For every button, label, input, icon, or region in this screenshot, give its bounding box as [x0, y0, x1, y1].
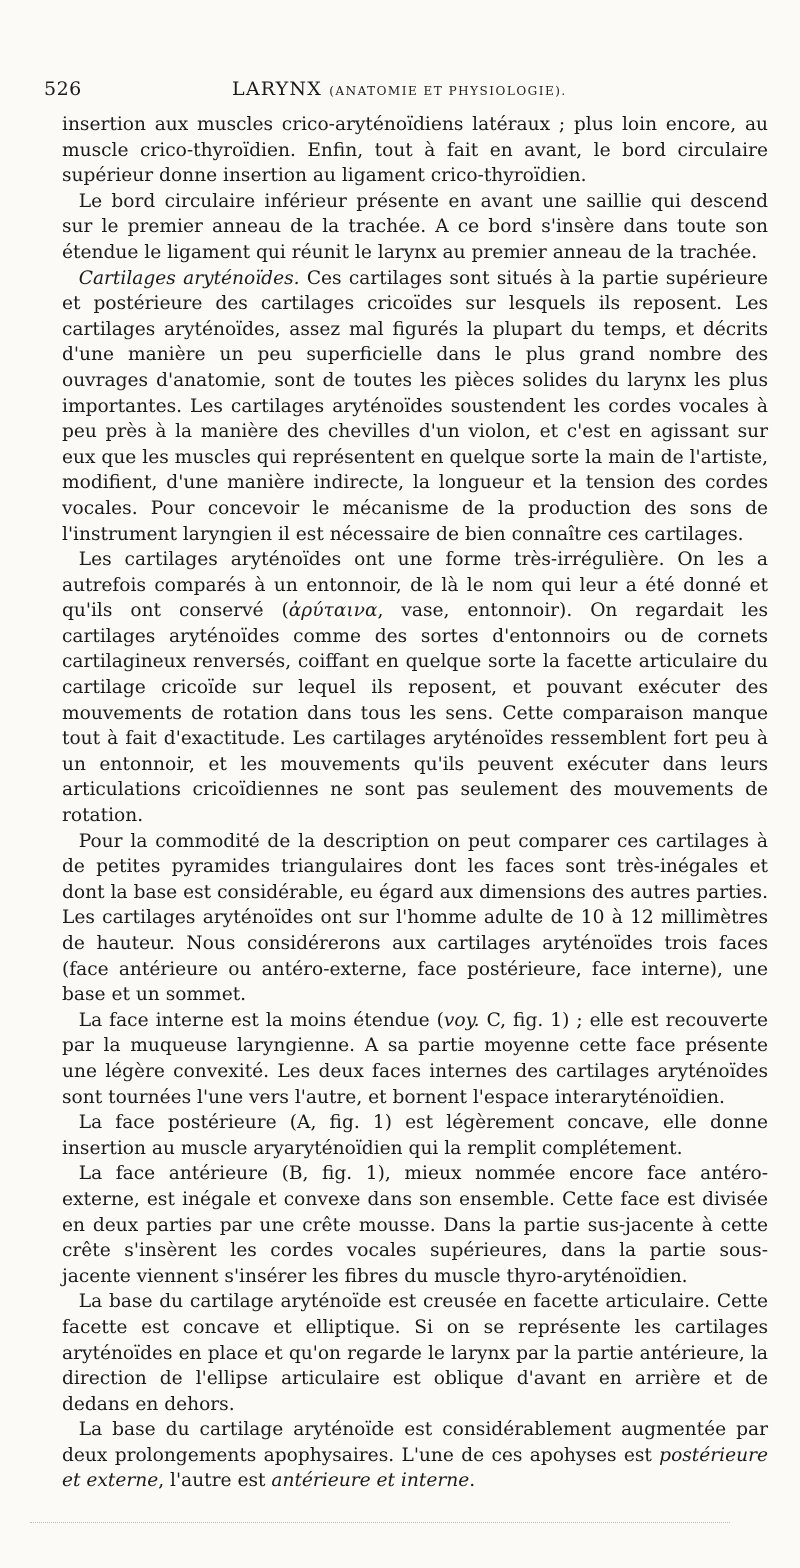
emphasis-anterior: antérieure et interne	[271, 1470, 470, 1492]
running-title-main: LARYNX	[232, 78, 322, 100]
paragraph-7: La face postérieure (A, fig. 1) est légèrement concave, elle donne insertion au muscle aryaryténoïdien qui la remplit complétement.	[62, 1112, 768, 1159]
paragraph-2: Le bord circulaire inférieur présente en avant une saillie qui descend sur le premier anneau de la trachée. A ce bord s'insère dans toute son étendue le ligament qui réunit le larynx au premier anneau de la trachée.	[62, 190, 768, 263]
running-title	[232, 78, 567, 100]
figure-ref: voy.	[443, 1009, 480, 1031]
page-number: 526	[44, 78, 82, 100]
paragraph-10: La base du cartilage aryténoïde est considérablement augmentée par deux prolongements apophysaires. L'une de ces apohyses est postérieure et externe, l'autre est antérieure et interne.	[62, 1419, 768, 1492]
greek-word: ἀρύταινα	[288, 600, 378, 622]
paragraph-arytenoides: Cartilages aryténoïdes. Ces cartilages sont situés à la partie supérieure et postérieure des cartilages cricoïdes sur lesquels ils reposent. Les cartilages aryténoïdes, assez mal figurés la plupart du temps, et décrits d'une manière un peu superficielle dans le plus grand nombre des ouvrages d'anatomie, sont de toutes les pièces solides du larynx les plus importantes. Les cartilages aryténoïdes soustendent les cordes vocales à peu près à la manière des chevilles d'un violon, et c'est en agissant sur eux que les muscles qui représentent en quelque sorte la main de l'artiste, modifient, d'une manière indirecte, la longueur et la tension des cordes vocales. Pour concevoir le mécanisme de la production des sons de l'instrument laryngien il est nécessaire de bien connaître ces cartilages.	[62, 267, 768, 545]
paragraph-8: La face antérieure (B, fig. 1), mieux nommée encore face antéro-externe, est inégale et convexe dans son ensemble. Cette face est divisée en deux parties par une crête mousse. Dans la partie sus-jacente à cette crête s'insèrent les cordes vocales supérieures, dans la partie sous-jacente viennent s'insérer les fibres du muscle thyro-aryténoïdien.	[62, 1163, 768, 1287]
paragraph-5: Pour la commodité de la description on peut comparer ces cartilages à de petites pyramides triangulaires dont les faces sont très-inégales et dont la base est considérable, eu égard aux dimensions des autres parties. Les cartilages aryténoïdes ont sur l'homme adulte de 10 à 12 millimètres de hauteur. Nous considérerons aux cartilages aryténoïdes trois faces (face antérieure ou antéro-externe, face postérieure, face interne), une base et un sommet.	[62, 830, 768, 1006]
book-page	[44, 78, 769, 1494]
paragraph-1: insertion aux muscles crico-aryténoïdiens latéraux ; plus loin encore, au muscle crico-thyroïdien. Enfin, tout à fait en avant, le bord circulaire supérieur donne insertion au ligament crico-thyroïdien.	[62, 114, 768, 187]
running-header	[44, 78, 768, 112]
section-heading: Cartilages aryténoïdes.	[78, 267, 300, 289]
paragraph-6: La face interne est la moins étendue (voy. C, fig. 1) ; elle est recouverte par la muqueuse laryngienne. A sa partie moyenne cette face présente une légère convexité. Les deux faces internes des cartilages aryténoïdes sont tournées l'une vers l'autre, et bornent l'espace interaryténoïdien.	[62, 1009, 768, 1108]
body-text	[62, 112, 768, 1494]
footer-dotted-rule	[30, 1522, 730, 1523]
running-title-sub: (ANATOMIE ET PHYSIOLOGIE).	[329, 84, 567, 98]
paragraph-4: Les cartilages aryténoïdes ont une forme très-irrégulière. On les a autrefois comparés à un entonnoir, de là le nom qui leur a été donné et qu'ils ont conservé (ἀρύταινα, vase, entonnoir). On regardait les cartilages aryténoïdes comme des sortes d'entonnoirs ou de cornets cartilagineux renversés, coiffant en quelque sorte la facette articulaire du cartilage cricoïde sur lequel ils reposent, et pouvant exécuter des mouvements de rotation dans tous les sens. Cette comparaison manque tout à fait d'exactitude. Les cartilages aryténoïdes ressemblent fort peu à un entonnoir, et les mouvements qu'ils peuvent exécuter dans leurs articulations cricoïdiennes ne sont pas seulement des mouvements de rotation.	[62, 549, 769, 827]
paragraph-9: La base du cartilage aryténoïde est creusée en facette articulaire. Cette facette est concave et elliptique. Si on se représente les cartilages aryténoïdes en place et qu'on regarde le larynx par la partie antérieure, la direction de l'ellipse articulaire est oblique d'avant en arrière et de dedans en dehors.	[62, 1291, 768, 1415]
emphasis-posterior: postérieure et externe	[62, 1444, 768, 1492]
